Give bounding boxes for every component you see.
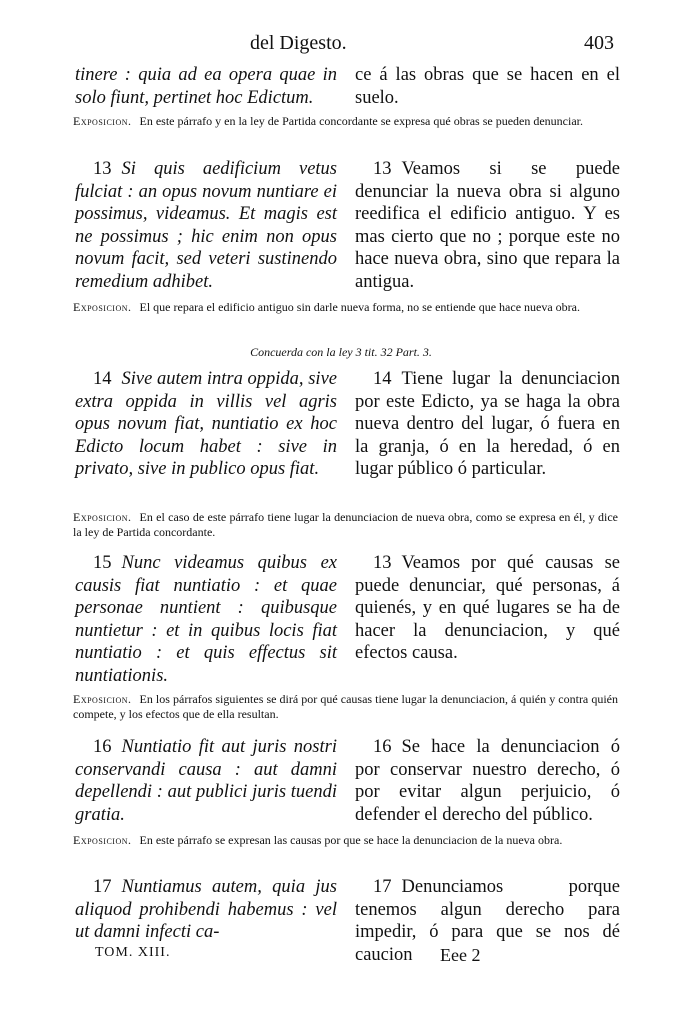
paragraph-number: 15 <box>93 553 112 573</box>
spanish-column <box>355 736 620 826</box>
page-footer <box>0 945 682 965</box>
exposicion-note <box>73 692 618 722</box>
paragraph-number: 17 <box>93 877 112 897</box>
paragraph-number: 17 <box>373 877 392 897</box>
spanish-column <box>355 368 620 481</box>
latin-column <box>75 64 337 109</box>
paragraph-pair <box>75 158 620 293</box>
spanish-text: Veamos por qué causas se puede denunciar, qué personas, á quienés, y en qué lugares se ha de hacer la denunciacion, y qué efectos causa. <box>355 553 620 663</box>
running-head: del Digesto. <box>250 32 347 54</box>
paragraph-pair <box>75 552 620 687</box>
exposicion-label: Exposicion. <box>73 833 132 847</box>
page-header <box>0 32 682 56</box>
paragraph-number: 13 <box>373 553 392 573</box>
exposicion-label: Exposicion. <box>73 510 132 524</box>
spanish-text: Se hace la denunciacion ó por conservar nuestro derecho, ó por evitar algun perjuicio, ó defender el derecho del público. <box>355 737 620 825</box>
paragraph-number: 16 <box>373 737 392 757</box>
spanish-column <box>355 158 620 293</box>
latin-column <box>75 158 337 293</box>
paragraph-pair <box>75 736 620 826</box>
exposicion-text: En el caso de este párrafo tiene lugar la denunciacion de nueva obra, como se expresa en él, y dice la ley de Partida concordante. <box>73 510 618 539</box>
spanish-text: Tiene lugar la denunciacion por este Edicto, ya se haga la obra nueva dentro del lugar, ó fuera en la granja, ó en la heredad, ó en lugar público ó particular. <box>355 369 620 479</box>
paragraph-number: 13 <box>373 159 392 179</box>
spanish-column <box>355 64 620 109</box>
paragraph-number: 14 <box>373 369 392 389</box>
exposicion-note <box>73 510 618 540</box>
paragraph-number: 14 <box>93 369 112 389</box>
exposicion-text: El que repara el edificio antiguo sin darle nueva forma, no se entiende que hace nueva obra. <box>139 300 580 314</box>
latin-text: Nunc videamus quibus ex causis fiat nuntiatio : et quae personae nuntient : quibusque nuntietur : et in quibus locis fiat nuntiatio : et quis effectus sit nuntiationis. <box>75 553 337 686</box>
exposicion-text: En este párrafo y en la ley de Partida concordante se expresa qué obras se pueden denunciar. <box>139 114 583 128</box>
exposicion-note <box>73 114 618 129</box>
volume-number: TOM. XIII. <box>95 945 171 960</box>
spanish-text: Veamos si se puede denunciar la nueva obra si alguno reedifica el edificio antiguo. Y es mas cierto que no ; porque este no hace nueva obra, sino que repara la antigua. <box>355 159 620 292</box>
paragraph-pair <box>75 64 620 109</box>
exposicion-label: Exposicion. <box>73 114 132 128</box>
concordance-note: Concuerda con la ley 3 tit. 32 Part. 3. <box>250 345 432 359</box>
latin-column <box>75 552 337 687</box>
paragraph-pair <box>75 368 620 481</box>
exposicion-label: Exposicion. <box>73 300 132 314</box>
paragraph-number: 13 <box>93 159 112 179</box>
paragraph-number: 16 <box>93 737 112 757</box>
latin-text: Si quis aedificium vetus fulciat : an opus novum nuntiare ei possimus, videamus. Et magis est ne possimus ; hic enim non opus novum facit, sed veteri sustinendo remedium adhibet. <box>75 159 337 292</box>
latin-column <box>75 368 337 481</box>
exposicion-label: Exposicion. <box>73 692 132 706</box>
exposicion-text: En los párrafos siguientes se dirá por qué causas tiene lugar la denunciacion, á quién y contra quién compete, y los efectos que de ella resultan. <box>73 692 618 721</box>
spanish-column <box>355 552 620 687</box>
spanish-text: Denunciamos porque tenemos algun derecho para impedir, ó para que se nos dé caucion <box>355 877 620 965</box>
exposicion-note <box>73 833 618 848</box>
latin-text: Nuntiamus autem, quia jus aliquod prohibendi habemus : vel ut damni infecti ca- <box>75 877 337 942</box>
latin-text: Nuntiatio fit aut juris nostri conservandi causa : aut damni depellendi : aut publici juris tuendi gratia. <box>75 737 337 825</box>
spanish-text: ce á las obras que se hacen en el suelo. <box>355 65 620 108</box>
latin-text: Sive autem intra oppida, sive extra oppida in villis vel agris opus novum fiat, nuntiatio ex hoc Edicto locum habet : sive in privato, sive in publico opus fiat. <box>75 369 337 479</box>
page-number: 403 <box>584 32 614 54</box>
latin-text: tinere : quia ad ea opera quae in solo fiunt, pertinet hoc Edictum. <box>75 65 337 108</box>
signature-mark: Eee 2 <box>440 945 481 965</box>
exposicion-text: En este párrafo se expresan las causas por que se hace la denunciacion de la nueva obra. <box>139 833 563 847</box>
exposicion-note <box>73 300 618 315</box>
latin-column <box>75 736 337 826</box>
